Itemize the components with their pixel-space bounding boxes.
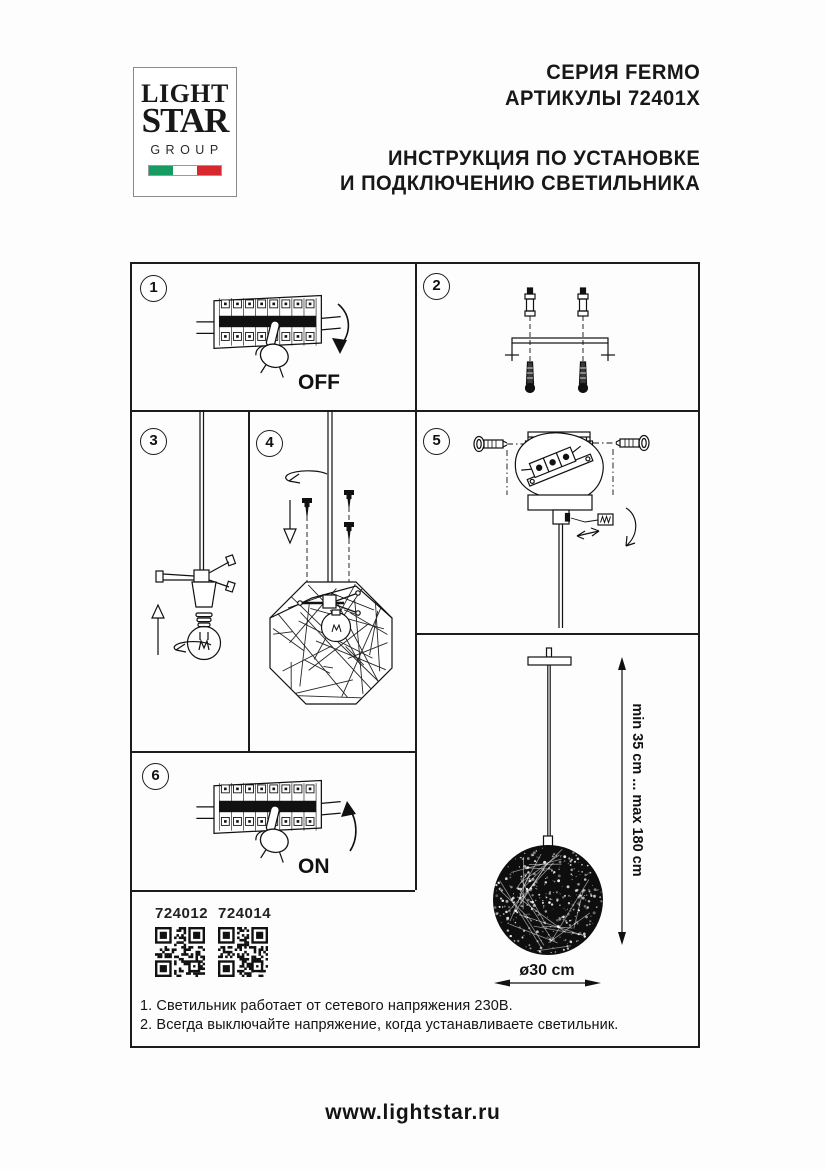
fixing-screw-icon	[616, 436, 649, 451]
rotate-arrow-icon	[174, 642, 211, 652]
logo-text-group: GROUP	[150, 143, 224, 157]
on-label: ON	[298, 855, 330, 878]
grid-divider-panel6-bottom	[130, 890, 415, 892]
article-qr-codes	[155, 905, 272, 982]
diameter-dimension	[494, 962, 601, 987]
flag-green-stripe	[149, 166, 173, 175]
grub-screw-icon	[566, 514, 570, 522]
lightstar-logo	[133, 67, 237, 197]
website-url: www.lightstar.ru	[325, 1101, 501, 1124]
ceiling-stub	[547, 648, 552, 657]
note-line-2: 2. Всегда выключайте напряжение, когда устанавливаете светильник.	[140, 1016, 619, 1033]
lamp-socket-icon	[192, 582, 216, 607]
shade-screw-icon	[302, 498, 312, 516]
step-2-number: 2	[432, 277, 441, 294]
qr-item	[218, 905, 272, 982]
terminal-block-detail-balloon	[515, 433, 603, 505]
wall-anchor-icon	[525, 288, 535, 316]
step-3-number: 3	[149, 432, 158, 449]
qr-item	[155, 905, 209, 982]
flag-red-stripe	[197, 166, 221, 175]
qr-code-724014	[218, 927, 268, 977]
diameter-label: ø30 cm	[519, 962, 575, 979]
article-number: 724012	[155, 905, 209, 922]
mounting-screw-icon	[579, 362, 588, 393]
italian-flag-icon	[148, 165, 222, 176]
wall-anchor-icon	[578, 288, 588, 316]
ceiling-plate-icon	[528, 657, 571, 665]
instruction-title-line1: ИНСТРУКЦИЯ ПО УСТАНОВКЕ	[387, 147, 700, 170]
shade-screw-icon	[344, 522, 354, 539]
height-dimension	[618, 657, 645, 945]
series-title: СЕРИЯ FERMO	[545, 61, 700, 84]
step-6-number: 6	[151, 767, 160, 784]
instruction-diagram-grid	[130, 262, 700, 1048]
article-number: 724014	[218, 905, 272, 922]
fixing-screw-icon	[474, 437, 507, 452]
document-header	[340, 60, 700, 196]
step-5-number: 5	[432, 432, 441, 449]
rotate-arrow-icon	[626, 508, 636, 546]
switch-down-arrow-icon	[338, 304, 348, 344]
circuit-breaker-on-diagram	[130, 751, 415, 890]
safety-notes	[140, 997, 618, 1034]
canopy-wiring-diagram	[415, 410, 700, 633]
mounting-screw-icon	[526, 362, 535, 393]
suspension-height-label: min 35 cm ... max 180 cm	[629, 703, 645, 877]
note-line-1: 1. Светильник работает от сетевого напряжения 230В.	[140, 998, 513, 1014]
light-bulb-icon	[322, 613, 351, 642]
step-1-number: 1	[149, 279, 158, 296]
switch-down-arrowhead	[332, 338, 347, 354]
move-up-arrow-icon	[152, 605, 164, 655]
shade-screw-icon	[344, 490, 354, 507]
mounting-bracket-kit-diagram	[415, 262, 700, 410]
instruction-title-line2: И ПОДКЛЮЧЕНИЮ СВЕТИЛЬНИКА	[339, 172, 700, 195]
rotate-arrow-icon	[286, 471, 327, 483]
slide-arrow-icon	[577, 528, 599, 539]
geometric-shade-icon	[270, 582, 392, 704]
ceiling-canopy-icon	[528, 495, 592, 510]
logo-text-star: STAR	[141, 101, 229, 140]
circuit-breaker-off-diagram	[130, 262, 415, 410]
qr-code-724012	[155, 927, 205, 977]
ceiling-bracket-icon	[505, 338, 615, 361]
logo-text-light: LIGHT	[141, 79, 229, 108]
articles-title: АРТИКУЛЫ 72401X	[504, 87, 700, 110]
step-4-number: 4	[265, 434, 274, 451]
flag-white-stripe	[173, 166, 197, 175]
screw-symbol-icon	[598, 514, 613, 525]
pendant-dimensions-diagram	[415, 633, 700, 1048]
shade-connector	[544, 836, 553, 846]
off-label: OFF	[298, 371, 340, 394]
light-bulb-icon	[188, 613, 221, 660]
shade-installation-diagram	[248, 410, 415, 751]
bulb-installation-diagram	[130, 410, 248, 751]
switch-up-arrowhead	[341, 801, 356, 817]
move-down-arrow-icon	[284, 500, 296, 543]
